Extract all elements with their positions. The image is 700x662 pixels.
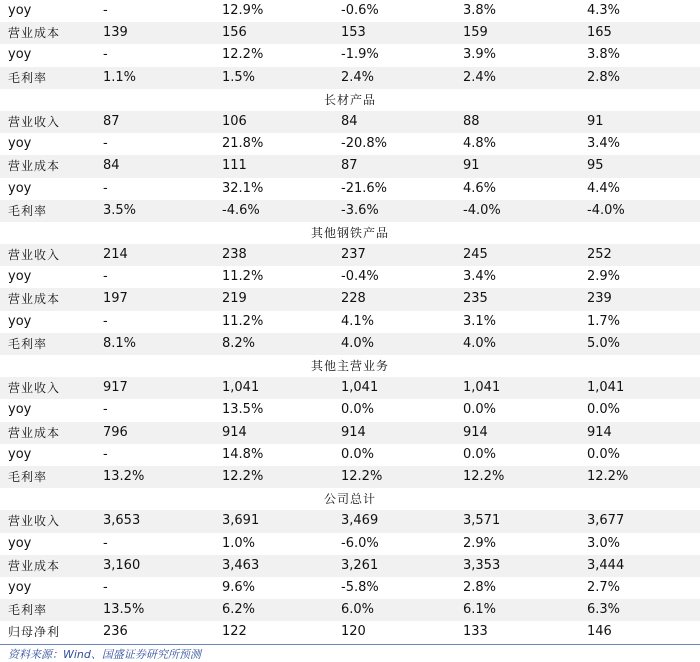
table-cell: 4.8%	[463, 136, 497, 152]
table-cell: 8.1%	[103, 335, 137, 351]
table-cell: -5.8%	[341, 579, 379, 595]
table-cell: 3,469	[341, 513, 379, 529]
table-cell: 2.8%	[587, 69, 621, 85]
table-cell: 3,463	[222, 557, 260, 573]
table-cell: 12.2%	[222, 47, 264, 63]
table-cell: -1.9%	[341, 47, 379, 63]
table-row	[0, 533, 700, 555]
row-label: yoy	[8, 313, 32, 329]
table-row	[0, 0, 700, 22]
table-row	[0, 244, 700, 266]
table-cell: 3,353	[463, 557, 501, 573]
table-cell: 3,677	[587, 513, 625, 529]
table-cell: 214	[103, 247, 128, 263]
table-cell: 1,041	[587, 380, 625, 396]
row-label: 毛利率	[8, 70, 48, 85]
row-label: 营业收入	[8, 248, 61, 263]
table-row	[0, 44, 700, 66]
table-cell: 13.5%	[103, 602, 145, 618]
table-cell: 14.8%	[222, 446, 264, 462]
table-cell: -0.4%	[341, 269, 379, 285]
row-label: yoy	[8, 3, 32, 18]
table-row	[0, 200, 700, 222]
table-cell: 0.0%	[587, 402, 621, 418]
table-row	[0, 288, 700, 310]
table-row	[0, 577, 700, 599]
table-row	[0, 266, 700, 288]
table-cell: 9.6%	[222, 579, 256, 595]
table-cell: 6.0%	[341, 602, 375, 618]
table-cell: 228	[341, 291, 366, 307]
table-cell: 13.5%	[222, 402, 264, 418]
table-row	[0, 399, 700, 421]
table-cell: -4.0%	[587, 202, 625, 218]
table-row	[0, 133, 700, 155]
table-cell: 197	[103, 291, 128, 307]
table-cell: 156	[222, 25, 247, 41]
table-cell: 1,041	[463, 380, 501, 396]
table-cell: 91	[463, 158, 480, 174]
table-cell: 3,444	[587, 557, 625, 573]
row-label: 营业成本	[8, 558, 61, 573]
row-label: yoy	[8, 269, 32, 285]
source-note	[0, 644, 700, 662]
table-cell: 12.2%	[463, 468, 505, 484]
table-cell: -	[103, 535, 108, 551]
table-row	[0, 599, 700, 621]
table-cell: 84	[341, 113, 358, 129]
table-cell: -21.6%	[341, 180, 387, 196]
table-cell: -	[103, 579, 108, 595]
table-row	[0, 111, 700, 133]
row-label: yoy	[8, 446, 32, 462]
row-label: 毛利率	[8, 603, 48, 618]
table-cell: 32.1%	[222, 180, 264, 196]
table-cell: 12.9%	[222, 3, 264, 18]
table-cell: 159	[463, 25, 488, 41]
table-cell: 3,691	[222, 513, 260, 529]
table-cell: 120	[341, 624, 366, 640]
table-cell: 5.0%	[587, 335, 621, 351]
table-cell: 95	[587, 158, 604, 174]
table-cell: 111	[222, 158, 247, 174]
table-cell: 239	[587, 291, 612, 307]
table-cell: -	[103, 269, 108, 285]
table-cell: 235	[463, 291, 488, 307]
table-cell: -	[103, 3, 108, 18]
table-row	[0, 555, 700, 577]
table-row	[0, 67, 700, 89]
table-cell: 8.2%	[222, 335, 256, 351]
table-cell: 4.6%	[463, 180, 497, 196]
section-header-row	[0, 488, 700, 510]
table-cell: -	[103, 446, 108, 462]
table-row	[0, 22, 700, 44]
table-cell: 3.0%	[587, 535, 621, 551]
table-cell: 4.0%	[341, 335, 375, 351]
row-label: 毛利率	[8, 203, 48, 218]
table-cell: 11.2%	[222, 269, 264, 285]
table-cell: -	[103, 313, 108, 329]
table-cell: 2.7%	[587, 579, 621, 595]
table-cell: 87	[341, 158, 358, 174]
row-label: 营业成本	[8, 159, 61, 174]
table-cell: 13.2%	[103, 468, 145, 484]
row-label: 营业收入	[8, 114, 61, 129]
table-cell: 237	[341, 247, 366, 263]
section-title: 公司总计	[323, 492, 376, 507]
table-cell: 4.1%	[341, 313, 375, 329]
table-cell: 245	[463, 247, 488, 263]
table-cell: 0.0%	[341, 402, 375, 418]
table-cell: 2.8%	[463, 579, 497, 595]
table-row	[0, 155, 700, 177]
table-cell: 236	[103, 624, 128, 640]
table-cell: 3,261	[341, 557, 379, 573]
row-label: 营业成本	[8, 292, 61, 307]
row-label: yoy	[8, 136, 32, 152]
table-cell: 139	[103, 25, 128, 41]
source-note-text: 资料来源：Wind、国盛证券研究所预测	[8, 648, 201, 661]
table-cell: 3,571	[463, 513, 501, 529]
row-label: 营业成本	[8, 425, 61, 440]
table-cell: 87	[103, 113, 120, 129]
table-row	[0, 377, 700, 399]
table-cell: 914	[587, 424, 612, 440]
table-cell: 133	[463, 624, 488, 640]
table-cell: -	[103, 180, 108, 196]
table-cell: 1.5%	[222, 69, 256, 85]
table-cell: 914	[341, 424, 366, 440]
row-label: 营业收入	[8, 381, 61, 396]
table-cell: -4.6%	[222, 202, 260, 218]
table-cell: 146	[587, 624, 612, 640]
table-cell: -	[103, 47, 108, 63]
table-cell: 3.4%	[587, 136, 621, 152]
table-cell: 219	[222, 291, 247, 307]
table-row	[0, 333, 700, 355]
row-label: yoy	[8, 47, 32, 63]
table-cell: 3.9%	[463, 47, 497, 63]
table-cell: 0.0%	[341, 446, 375, 462]
row-label: 营业成本	[8, 26, 61, 41]
table-row	[0, 466, 700, 488]
table-cell: 796	[103, 424, 128, 440]
table-cell: 2.4%	[463, 69, 497, 85]
table-cell: 88	[463, 113, 480, 129]
table-row	[0, 444, 700, 466]
table-cell: 2.4%	[341, 69, 375, 85]
table-cell: 21.8%	[222, 136, 264, 152]
table-cell: 12.2%	[222, 468, 264, 484]
table-cell: 12.2%	[341, 468, 383, 484]
table-cell: 106	[222, 113, 247, 129]
table-cell: -0.6%	[341, 3, 379, 18]
table-cell: 1,041	[341, 380, 379, 396]
row-label: 毛利率	[8, 469, 48, 484]
table-row	[0, 178, 700, 200]
table-cell: 12.2%	[587, 468, 629, 484]
table-cell: 1.7%	[587, 313, 621, 329]
table-cell: 2.9%	[587, 269, 621, 285]
table-cell: 4.4%	[587, 180, 621, 196]
table-cell: 11.2%	[222, 313, 264, 329]
row-label: yoy	[8, 535, 32, 551]
table-cell: 91	[587, 113, 604, 129]
table-cell: 0.0%	[463, 402, 497, 418]
table-cell: -20.8%	[341, 136, 387, 152]
table-cell: 84	[103, 158, 120, 174]
row-label: yoy	[8, 180, 32, 196]
table-cell: 2.9%	[463, 535, 497, 551]
table-cell: 122	[222, 624, 247, 640]
section-title: 其他主营业务	[310, 359, 389, 373]
table-row	[0, 311, 700, 333]
table-cell: 238	[222, 247, 247, 263]
table-cell: 6.3%	[587, 602, 621, 618]
section-header-row	[0, 89, 700, 111]
table-cell: 6.2%	[222, 602, 256, 618]
table-cell: 0.0%	[463, 446, 497, 462]
table-cell: 165	[587, 25, 612, 41]
table-cell: -	[103, 136, 108, 152]
table-cell: 3.4%	[463, 269, 497, 285]
table-cell: 3,160	[103, 557, 141, 573]
table-row	[0, 422, 700, 444]
row-label: yoy	[8, 579, 32, 595]
table-cell: 3,653	[103, 513, 141, 529]
section-title: 长材产品	[323, 92, 376, 107]
section-header-row	[0, 355, 700, 377]
table-cell: -3.6%	[341, 202, 379, 218]
table-cell: 1,041	[222, 380, 260, 396]
table-cell: 914	[222, 424, 247, 440]
table-cell: 3.5%	[103, 202, 137, 218]
table-cell: 252	[587, 247, 612, 263]
row-label: yoy	[8, 402, 32, 418]
table-cell: 917	[103, 380, 128, 396]
row-label: 营业收入	[8, 514, 61, 529]
section-title: 其他钢铁产品	[310, 225, 389, 240]
section-header-row	[0, 222, 700, 244]
table-cell: 1.0%	[222, 535, 256, 551]
table-cell: 3.8%	[587, 47, 621, 63]
row-label: 归母净利	[8, 625, 61, 640]
row-label: 毛利率	[8, 336, 48, 351]
table-cell: -6.0%	[341, 535, 379, 551]
table-cell: 6.1%	[463, 602, 497, 618]
table-cell: 153	[341, 25, 366, 41]
table-cell: 0.0%	[587, 446, 621, 462]
table-row	[0, 621, 700, 643]
table-row	[0, 510, 700, 532]
table-cell: -	[103, 402, 108, 418]
table-cell: 4.3%	[587, 3, 621, 18]
table-cell: 914	[463, 424, 488, 440]
table-cell: 3.1%	[463, 313, 497, 329]
table-cell: 4.0%	[463, 335, 497, 351]
table-cell: -4.0%	[463, 202, 501, 218]
table-cell: 1.1%	[103, 69, 137, 85]
table-cell: 3.8%	[463, 3, 497, 18]
